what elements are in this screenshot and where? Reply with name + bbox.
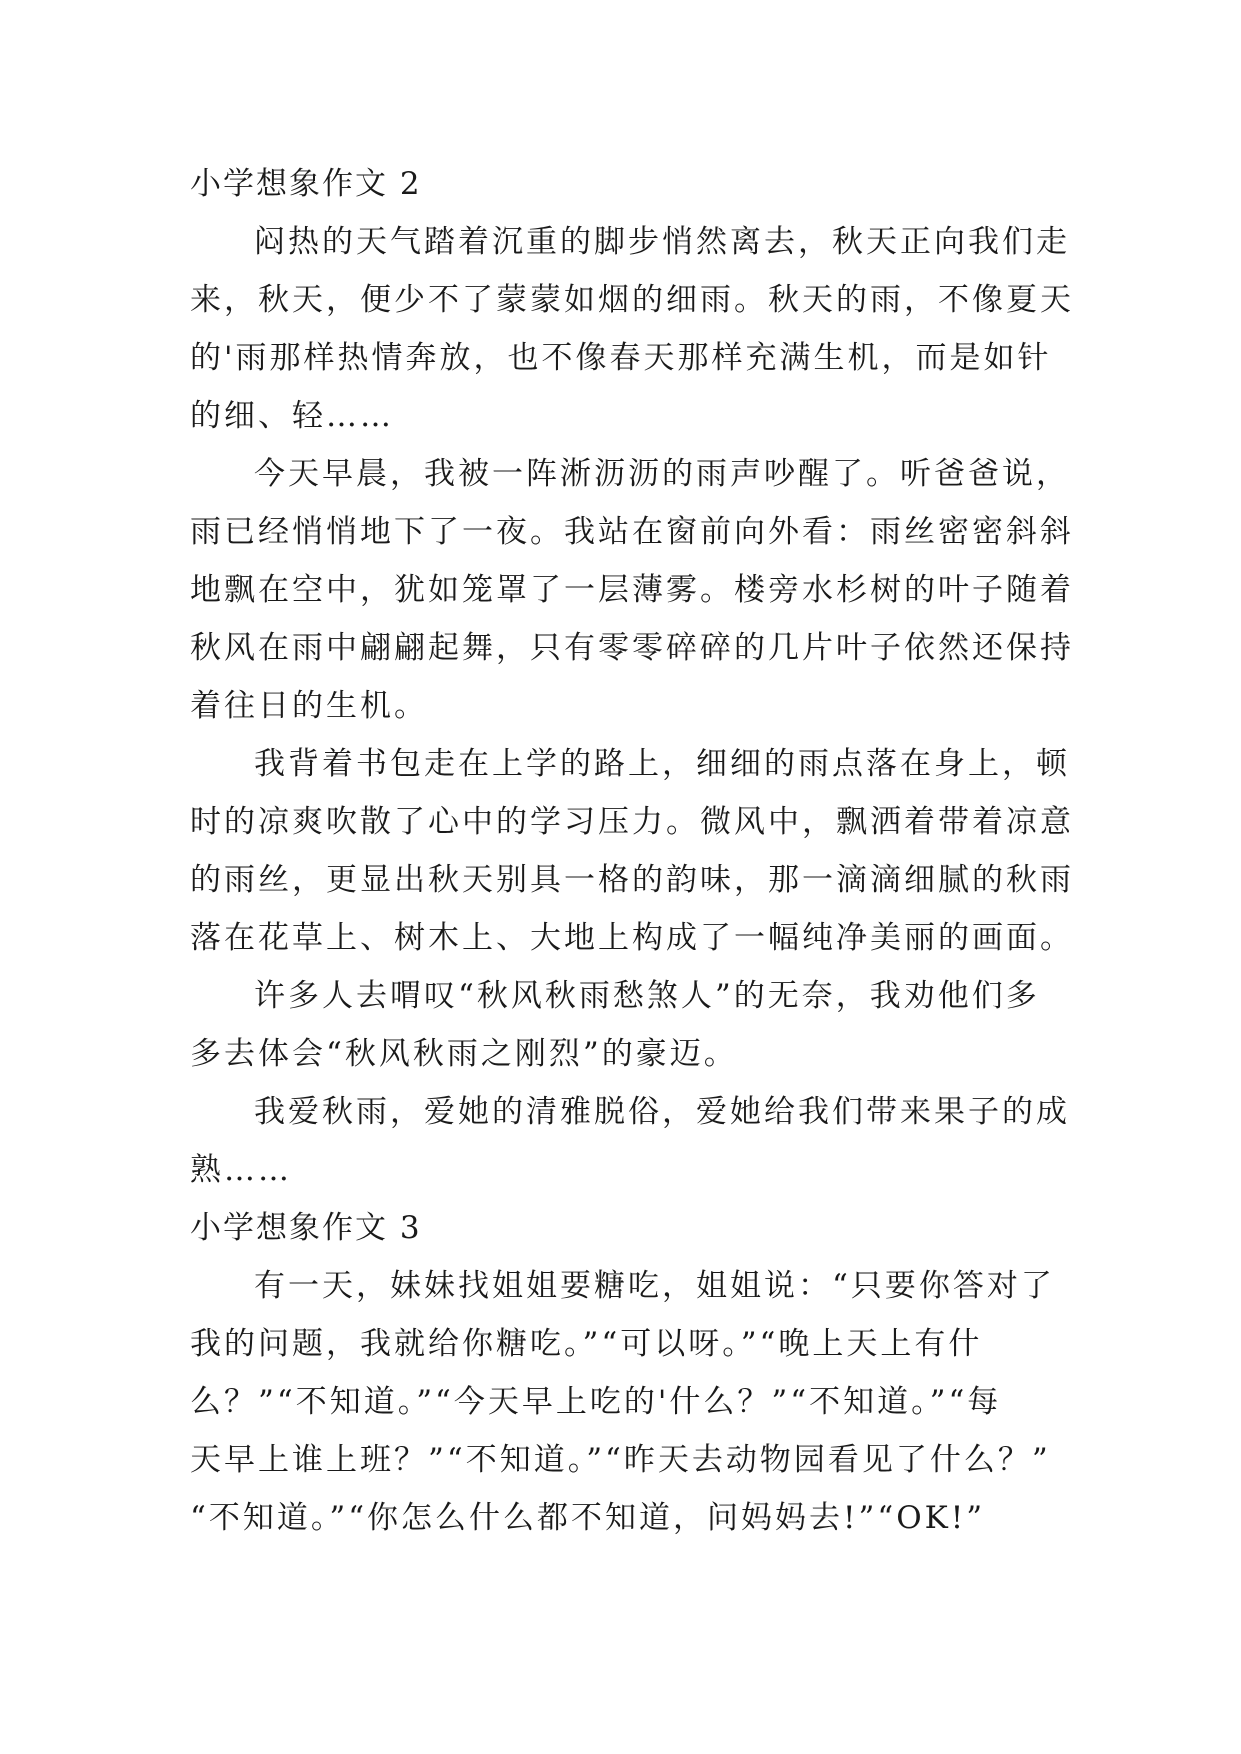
text-line: 许多人去喟叹“秋风秋雨愁煞人”的无奈，我劝他们多 <box>254 978 1040 1014</box>
document-body <box>190 155 1074 1547</box>
text-line: 来，秋天，便少不了蒙蒙如烟的细雨。秋天的雨，不像夏天 <box>190 282 1074 318</box>
text-line: 我背着书包走在上学的路上，细细的雨点落在身上，顿 <box>254 746 1070 782</box>
text-line: 有一天，妹妹找姐姐要糖吃，姐姐说：“只要你答对了 <box>254 1268 1055 1304</box>
text-line: 落在花草上、树木上、大地上构成了一幅纯净美丽的画面。 <box>190 920 1074 956</box>
text-line: 么？”“不知道。”“今天早上吃的'什么？”“不知道。”“每 <box>190 1384 1002 1420</box>
paragraph <box>190 1083 1070 1199</box>
text-line: 熟…… <box>190 1152 292 1188</box>
text-line: 着往日的生机。 <box>190 688 428 724</box>
paragraph <box>190 445 1074 735</box>
text-line: 雨已经悄悄地下了一夜。我站在窗前向外看：雨丝密密斜斜 <box>190 514 1074 550</box>
text-line: 时的凉爽吹散了心中的学习压力。微风中，飘洒着带着凉意 <box>190 804 1074 840</box>
paragraph <box>190 1257 1055 1547</box>
text-line: 我的问题，我就给你糖吃。”“可以呀。”“晚上天上有什 <box>190 1326 983 1362</box>
paragraph <box>190 213 1074 445</box>
text-line: 的细、轻…… <box>190 398 394 434</box>
text-line: 秋风在雨中翩翩起舞，只有零零碎碎的几片叶子依然还保持 <box>190 630 1074 666</box>
text-line: 多去体会“秋风秋雨之刚烈”的豪迈。 <box>190 1036 738 1072</box>
text-line: 天早上谁上班？”“不知道。”“昨天去动物园看见了什么？” <box>190 1442 1051 1478</box>
section-heading: 小学想象作文 3 <box>190 1210 422 1246</box>
paragraph <box>190 735 1074 967</box>
text-line: 的'雨那样热情奔放，也不像春天那样充满生机，而是如针 <box>190 340 1052 376</box>
text-line: 今天早晨，我被一阵淅沥沥的雨声吵醒了。听爸爸说， <box>254 456 1070 492</box>
paragraph <box>190 967 1050 1083</box>
text-line: 我爱秋雨，爱她的清雅脱俗，爱她给我们带来果子的成 <box>254 1094 1070 1130</box>
section-heading: 小学想象作文 2 <box>190 166 422 202</box>
text-line: 的雨丝，更显出秋天别具一格的韵味，那一滴滴细腻的秋雨 <box>190 862 1074 898</box>
text-line: “不知道。”“你怎么什么都不知道，问妈妈去!”“OK!” <box>190 1500 986 1536</box>
text-line: 地飘在空中，犹如笼罩了一层薄雾。楼旁水杉树的叶子随着 <box>190 572 1074 608</box>
text-line: 闷热的天气踏着沉重的脚步悄然离去，秋天正向我们走 <box>254 224 1070 260</box>
